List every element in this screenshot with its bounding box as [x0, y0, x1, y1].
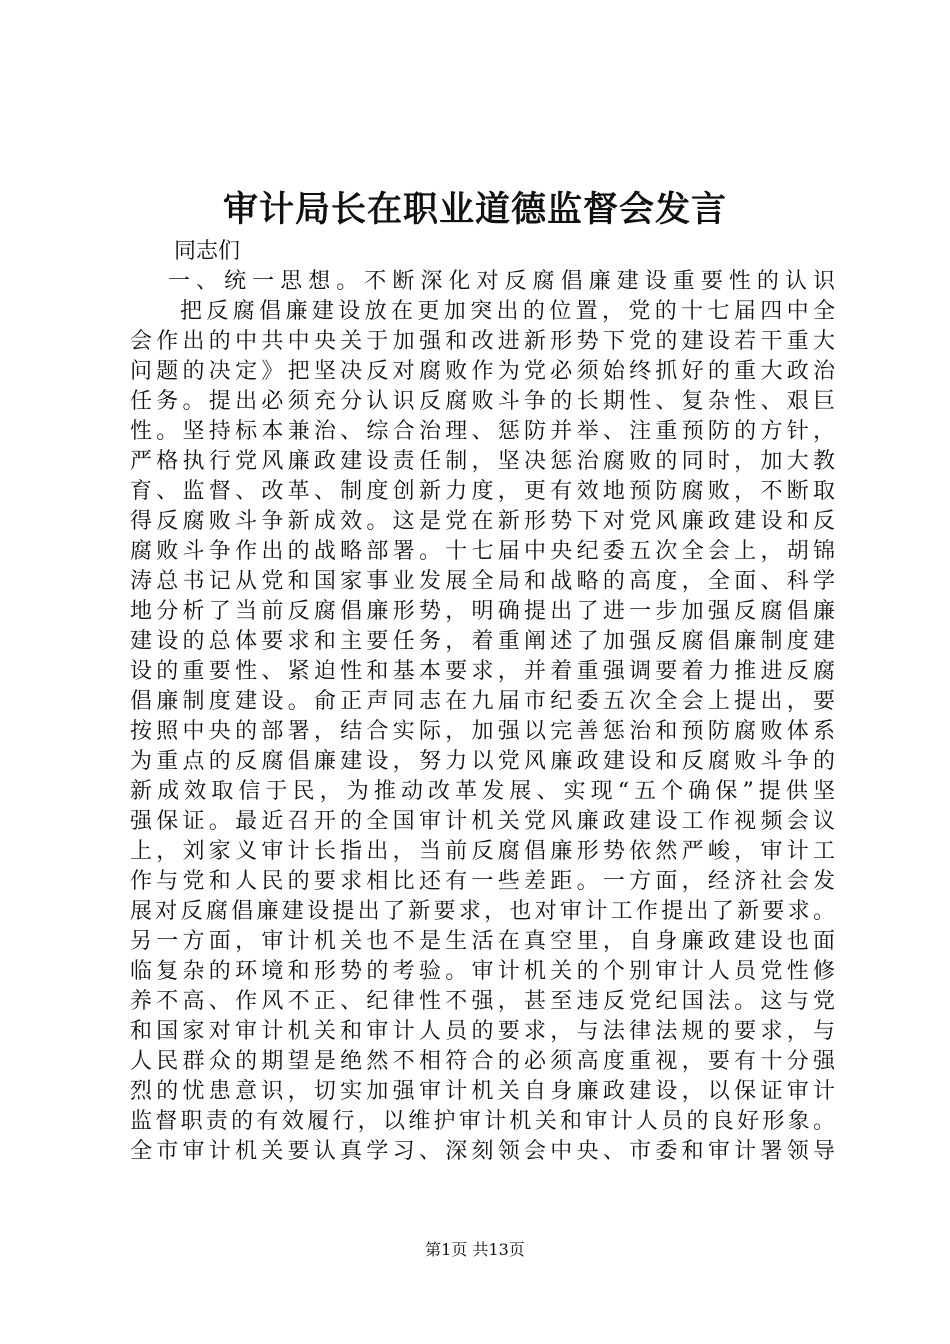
body-line: 问题的决定》把坚决反对腐败作为党必须始终抓好的重大政治: [130, 359, 835, 384]
body-line: 腐败斗争作出的战略部署。十七届中央纪委五次全会上，胡锦: [130, 539, 835, 564]
body-line: 建设的总体要求和主要任务，着重阐述了加强反腐倡廉制度建: [130, 629, 835, 654]
document-title: 审计局长在职业道德监督会发言: [222, 189, 727, 230]
body-line: 强保证。最近召开的全国审计机关党风廉政建设工作视频会议: [130, 809, 835, 834]
body-line: 严格执行党风廉政建设责任制，坚决惩治腐败的同时，加大教: [130, 449, 835, 474]
body-line: 性。坚持标本兼治、综合治理、惩防并举、注重预防的方针，: [130, 419, 835, 444]
body-line: 养不高、作风不正、纪律性不强，甚至违反党纪国法。这与党: [130, 989, 835, 1014]
section-heading: 一、统一思想。不断深化对反腐倡廉建设重要性的认识: [168, 269, 835, 294]
body-line: 涛总书记从党和国家事业发展全局和战略的高度，全面、科学: [130, 569, 835, 594]
salutation: 同志们: [174, 239, 241, 264]
body-line: 烈的忧患意识，切实加强审计机关自身廉政建设，以保证审计: [130, 1079, 835, 1104]
body-line: 得反腐败斗争新成效。这是党在新形势下对党风廉政建设和反: [130, 509, 835, 534]
body-line: 育、监督、改革、制度创新力度，更有效地预防腐败，不断取: [130, 479, 835, 504]
body-line: 倡廉制度建设。俞正声同志在九届市纪委五次全会上提出，要: [130, 689, 835, 714]
body-paragraph: [130, 297, 835, 1167]
document-body: [130, 237, 835, 1167]
body-line: 新成效取信于民，为推动改革发展、实现“五个确保”提供坚: [130, 779, 835, 804]
body-line: 任务。提出必须充分认识反腐败斗争的长期性、复杂性、艰巨: [130, 389, 835, 414]
body-line: 临复杂的环境和形势的考验。审计机关的个别审计人员党性修: [130, 959, 835, 984]
body-line: 按照中央的部署，结合实际，加强以完善惩治和预防腐败体系: [130, 719, 835, 744]
body-line: 和国家对审计机关和审计人员的要求，与法律法规的要求，与: [130, 1019, 835, 1044]
body-line: 另一方面，审计机关也不是生活在真空里，自身廉政建设也面: [130, 929, 835, 954]
body-line: 地分析了当前反腐倡廉形势，明确提出了进一步加强反腐倡廉: [130, 599, 835, 624]
body-line: 把反腐倡廉建设放在更加突出的位置，党的十七届四中全: [180, 299, 835, 324]
body-line: 人民群众的期望是绝然不相符合的必须高度重视，要有十分强: [130, 1049, 835, 1074]
body-line: 为重点的反腐倡廉建设，努力以党风廉政建设和反腐败斗争的: [130, 749, 835, 774]
body-line: 上，刘家义审计长指出，当前反腐倡廉形势依然严峻，审计工: [130, 839, 835, 864]
body-line: 作与党和人民的要求相比还有一些差距。一方面，经济社会发: [130, 869, 835, 894]
body-line: 设的重要性、紧迫性和基本要求，并着重强调要着力推进反腐: [130, 659, 835, 684]
body-line: 展对反腐倡廉建设提出了新要求，也对审计工作提出了新要求。: [130, 899, 835, 924]
page-indicator: 第1页 共13页: [425, 1240, 525, 1259]
body-line: 会作出的中共中央关于加强和改进新形势下党的建设若干重大: [130, 329, 835, 354]
body-line: 监督职责的有效履行，以维护审计机关和审计人员的良好形象。: [130, 1109, 835, 1134]
body-line: 全市审计机关要认真学习、深刻领会中央、市委和审计署领导: [130, 1139, 835, 1164]
